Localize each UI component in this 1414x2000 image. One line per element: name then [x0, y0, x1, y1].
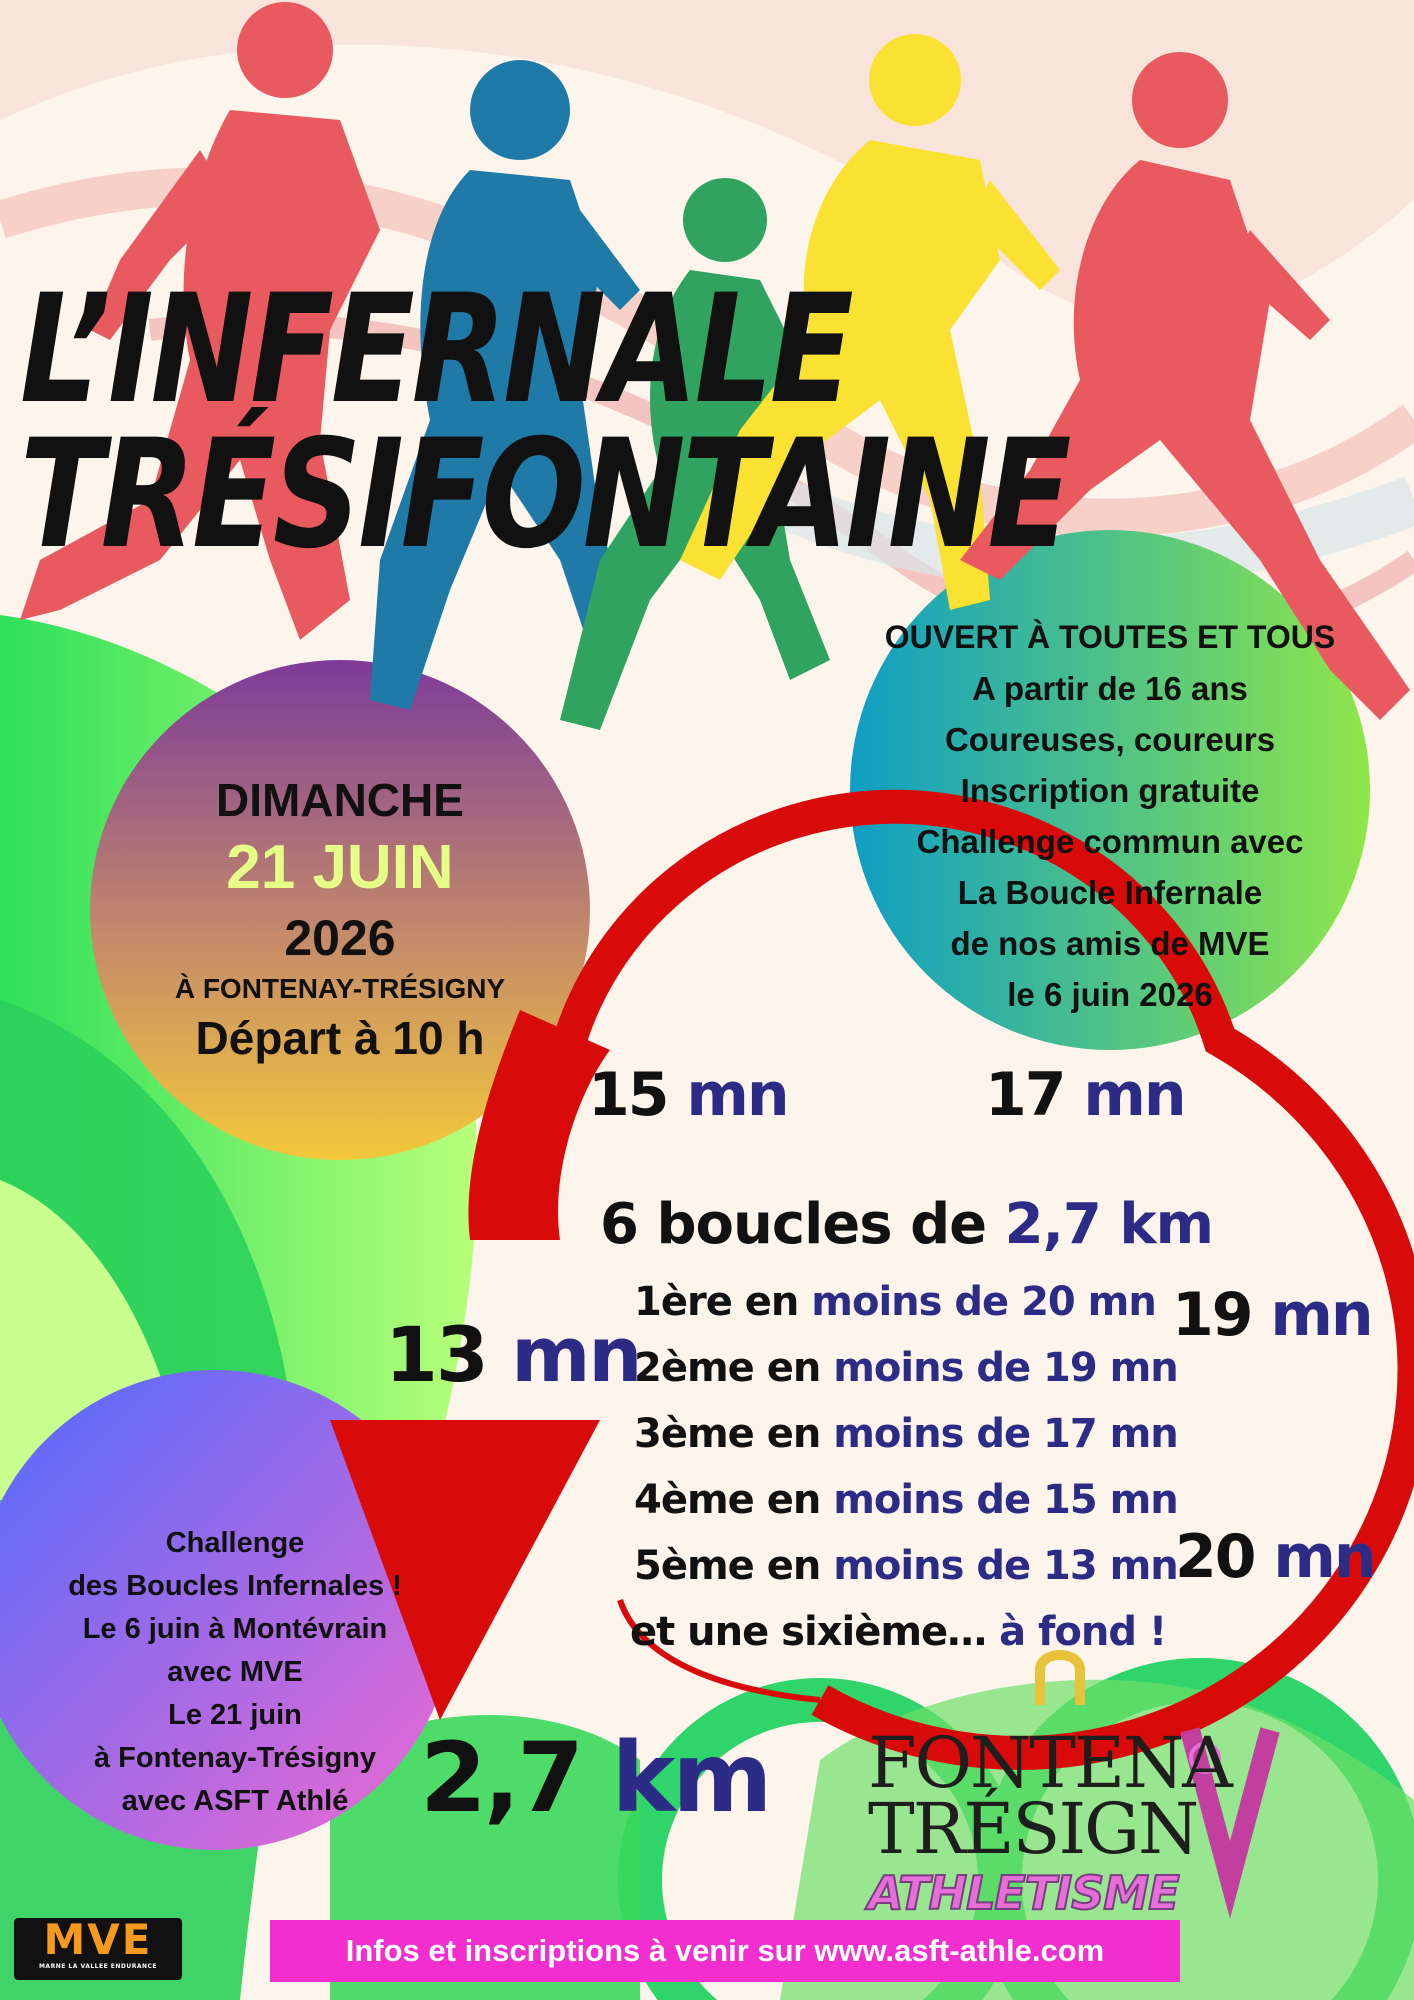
footer-text: Infos et inscriptions à venir sur www.asft-athle.com — [345, 1933, 1105, 1968]
lap-row: 5ème en moins de 13 mn — [634, 1543, 1178, 1589]
event-date: 21 JUIN — [226, 833, 454, 902]
title-line-2: TRÉSIFONTAINE — [20, 408, 1069, 582]
time-label-13: 13 mn — [385, 1310, 641, 1399]
club-logo — [868, 1722, 1288, 1920]
challenge-line: avec ASFT Athlé — [121, 1785, 349, 1817]
info-line: Inscription gratuite — [960, 772, 1260, 809]
laps-block — [600, 1192, 1213, 1665]
challenge-line: Le 21 juin — [168, 1699, 302, 1731]
event-year: 2026 — [284, 910, 396, 966]
challenge-line: à Fontenay-Trésigny — [93, 1742, 376, 1774]
event-day: DIMANCHE — [216, 774, 464, 826]
mve-logo-text: MVE — [43, 1915, 153, 1964]
event-start: Départ à 10 h — [195, 1012, 485, 1064]
time-label-17: 17 mn — [985, 1060, 1185, 1130]
info-line: Coureuses, coureurs — [944, 721, 1276, 758]
time-label-20: 20 mn — [1175, 1522, 1375, 1592]
info-line: OUVERT À TOUTES ET TOUS — [884, 619, 1336, 655]
info-line: le 6 juin 2026 — [1007, 976, 1213, 1013]
distance-label: 2,7 km — [420, 1722, 770, 1834]
laps-headline: 6 boucles de 2,7 km — [600, 1192, 1213, 1257]
time-label-19: 19 mn — [1172, 1280, 1372, 1350]
title-line-1: L’INFERNALE — [20, 263, 851, 437]
challenge-block — [30, 1522, 440, 1823]
mve-logo-subtitle: MARNE LA VALLEE ENDURANCE — [38, 1963, 158, 1970]
lap-row: 2ème en moins de 19 mn — [634, 1345, 1178, 1391]
challenge-line: Le 6 juin à Montévrain — [82, 1613, 388, 1645]
mve-logo — [14, 1915, 182, 1980]
club-logo-line-1: FONTENA — [868, 1722, 1231, 1804]
footer-banner — [270, 1920, 1180, 1982]
lap-row: 3ème en moins de 17 mn — [634, 1411, 1178, 1457]
info-line: A partir de 16 ans — [972, 670, 1248, 707]
lap-row: 4ème en moins de 15 mn — [634, 1477, 1178, 1523]
date-block — [100, 770, 580, 1068]
info-line: de nos amis de MVE — [950, 925, 1270, 962]
club-logo-line-2: TRÉSIGN — [868, 1788, 1198, 1870]
info-line: La Boucle Infernale — [957, 874, 1263, 911]
lap-row: et une sixième… à fond ! — [630, 1609, 1167, 1655]
info-block — [840, 612, 1380, 1020]
challenge-line: des Boucles Infernales ! — [68, 1570, 402, 1602]
club-logo-line-3: ATHLETISME — [868, 1866, 1179, 1920]
challenge-line: Challenge — [165, 1527, 305, 1559]
lap-row: 1ère en moins de 20 mn — [634, 1279, 1156, 1325]
challenge-line: avec MVE — [167, 1656, 303, 1688]
info-line: Challenge commun avec — [916, 823, 1304, 860]
event-place: À FONTENAY-TRÉSIGNY — [174, 973, 506, 1004]
time-label-15: 15 mn — [588, 1060, 788, 1130]
